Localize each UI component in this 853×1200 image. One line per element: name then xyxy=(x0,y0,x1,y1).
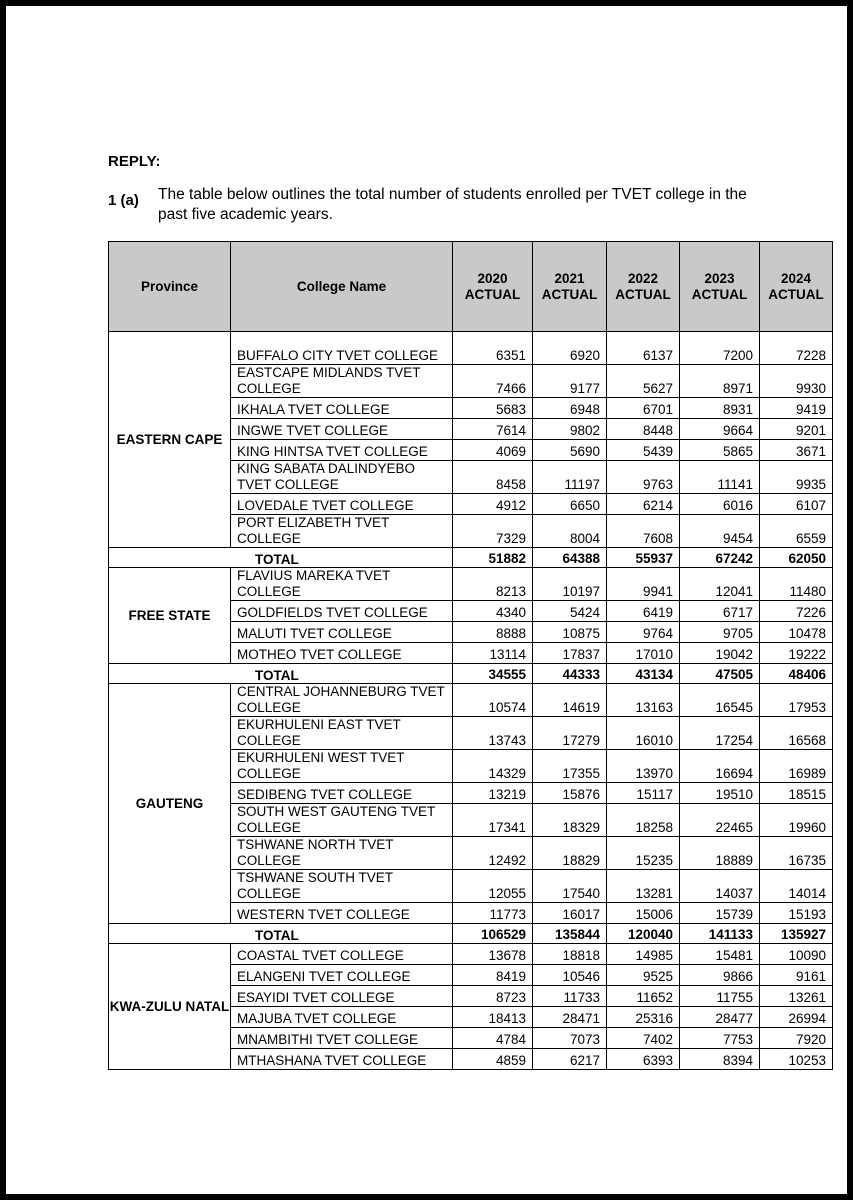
enrolment-value-cell: 9201 xyxy=(760,419,833,440)
total-row xyxy=(109,664,833,684)
enrolment-value-cell: 6650 xyxy=(533,494,607,515)
total-value-cell: 34555 xyxy=(453,664,533,684)
total-value-cell: 106529 xyxy=(453,924,533,944)
enrolment-value-cell: 7226 xyxy=(760,601,833,622)
enrolment-value-cell: 9764 xyxy=(607,622,680,643)
enrolment-value-cell: 15193 xyxy=(760,903,833,924)
enrolment-value-cell: 12492 xyxy=(453,837,533,870)
college-name-cell: ELANGENI TVET COLLEGE xyxy=(231,965,453,986)
table-row xyxy=(109,568,833,601)
province-cell: GAUTENG xyxy=(109,684,231,924)
enrolment-value-cell: 18829 xyxy=(533,837,607,870)
total-value-cell: 141133 xyxy=(680,924,760,944)
enrolment-value-cell: 13114 xyxy=(453,643,533,664)
enrolment-value-cell: 10090 xyxy=(760,944,833,965)
enrolment-value-cell: 8723 xyxy=(453,986,533,1007)
college-name-cell: EASTCAPE MIDLANDS TVET COLLEGE xyxy=(231,365,453,398)
enrolment-value-cell: 17837 xyxy=(533,643,607,664)
total-value-cell: 135844 xyxy=(533,924,607,944)
enrolment-value-cell: 9664 xyxy=(680,419,760,440)
enrolment-value-cell: 6214 xyxy=(607,494,680,515)
enrolment-value-cell: 12055 xyxy=(453,870,533,903)
college-name-cell: WESTERN TVET COLLEGE xyxy=(231,903,453,924)
enrolment-value-cell: 15006 xyxy=(607,903,680,924)
college-name-cell: EKURHULENI WEST TVET COLLEGE xyxy=(231,750,453,783)
enrolment-value-cell: 13219 xyxy=(453,783,533,804)
enrolment-value-cell: 11652 xyxy=(607,986,680,1007)
college-name-cell: MNAMBITHI TVET COLLEGE xyxy=(231,1028,453,1049)
enrolment-value-cell: 11755 xyxy=(680,986,760,1007)
college-name-cell: GOLDFIELDS TVET COLLEGE xyxy=(231,601,453,622)
enrolment-value-cell: 5439 xyxy=(607,440,680,461)
enrolment-value-cell: 17355 xyxy=(533,750,607,783)
enrolment-value-cell: 9763 xyxy=(607,461,680,494)
enrolment-value-cell: 8004 xyxy=(533,515,607,548)
enrolment-value-cell: 9866 xyxy=(680,965,760,986)
enrolment-value-cell: 13678 xyxy=(453,944,533,965)
enrolment-value-cell: 14037 xyxy=(680,870,760,903)
enrolment-value-cell: 9935 xyxy=(760,461,833,494)
college-name-cell: ESAYIDI TVET COLLEGE xyxy=(231,986,453,1007)
enrolment-value-cell: 9161 xyxy=(760,965,833,986)
enrolment-value-cell: 16989 xyxy=(760,750,833,783)
enrolment-value-cell: 18889 xyxy=(680,837,760,870)
enrolment-value-cell: 9454 xyxy=(680,515,760,548)
enrolment-value-cell: 7329 xyxy=(453,515,533,548)
enrolment-value-cell: 16568 xyxy=(760,717,833,750)
header-year-sub: ACTUAL xyxy=(768,286,824,302)
enrolment-value-cell: 19960 xyxy=(760,804,833,837)
enrolment-value-cell: 14329 xyxy=(453,750,533,783)
total-row xyxy=(109,548,833,568)
college-name-cell: EKURHULENI EAST TVET COLLEGE xyxy=(231,717,453,750)
enrolment-value-cell: 7920 xyxy=(760,1028,833,1049)
enrolment-value-cell: 6217 xyxy=(533,1049,607,1070)
enrolment-value-cell: 19510 xyxy=(680,783,760,804)
college-name-cell: SOUTH WEST GAUTENG TVET COLLEGE xyxy=(231,804,453,837)
question-text: The table below outlines the total number of students enrolled per TVET college in the past five academic years. xyxy=(158,186,747,223)
college-name-cell: MAJUBA TVET COLLEGE xyxy=(231,1007,453,1028)
enrolment-value-cell: 19222 xyxy=(760,643,833,664)
header-year xyxy=(453,242,533,332)
enrolment-value-cell: 11141 xyxy=(680,461,760,494)
enrolment-value-cell: 4784 xyxy=(453,1028,533,1049)
enrolment-value-cell: 5683 xyxy=(453,398,533,419)
enrolment-value-cell: 18515 xyxy=(760,783,833,804)
enrolment-value-cell: 5865 xyxy=(680,440,760,461)
college-name-cell: MTHASHANA TVET COLLEGE xyxy=(231,1049,453,1070)
enrolment-value-cell: 8448 xyxy=(607,419,680,440)
enrolment-value-cell: 8394 xyxy=(680,1049,760,1070)
enrolment-value-cell: 16735 xyxy=(760,837,833,870)
college-name-cell: COASTAL TVET COLLEGE xyxy=(231,944,453,965)
header-year-sub: ACTUAL xyxy=(464,286,521,302)
enrolment-value-cell: 15876 xyxy=(533,783,607,804)
total-row xyxy=(109,924,833,944)
college-name-cell: BUFFALO CITY TVET COLLEGE xyxy=(231,332,453,365)
enrolment-value-cell: 4340 xyxy=(453,601,533,622)
enrolment-value-cell: 8213 xyxy=(453,568,533,601)
total-label-cell: TOTAL xyxy=(109,924,453,944)
enrolment-value-cell: 7228 xyxy=(760,332,833,365)
enrolment-value-cell: 9419 xyxy=(760,398,833,419)
header-year xyxy=(760,242,833,332)
enrolment-value-cell: 11733 xyxy=(533,986,607,1007)
table-row xyxy=(109,944,833,965)
enrolment-value-cell: 17279 xyxy=(533,717,607,750)
enrolment-value-cell: 10574 xyxy=(453,684,533,717)
enrolment-value-cell: 9177 xyxy=(533,365,607,398)
enrolment-value-cell: 11480 xyxy=(760,568,833,601)
enrolment-value-cell: 16545 xyxy=(680,684,760,717)
enrolment-value-cell: 7608 xyxy=(607,515,680,548)
enrolment-value-cell: 6920 xyxy=(533,332,607,365)
college-name-cell: SEDIBENG TVET COLLEGE xyxy=(231,783,453,804)
enrolment-value-cell: 13281 xyxy=(607,870,680,903)
college-name-cell: CENTRAL JOHANNEBURG TVET COLLEGE xyxy=(231,684,453,717)
total-value-cell: 64388 xyxy=(533,548,607,568)
enrolment-value-cell: 28477 xyxy=(680,1007,760,1028)
enrolment-value-cell: 8888 xyxy=(453,622,533,643)
enrolment-value-cell: 12041 xyxy=(680,568,760,601)
enrolment-value-cell: 7753 xyxy=(680,1028,760,1049)
enrolment-value-cell: 8971 xyxy=(680,365,760,398)
header-year-label: 2020 xyxy=(477,270,508,286)
province-cell: FREE STATE xyxy=(109,568,231,664)
college-name-cell: TSHWANE SOUTH TVET COLLEGE xyxy=(231,870,453,903)
enrolment-value-cell: 28471 xyxy=(533,1007,607,1028)
enrolment-value-cell: 9525 xyxy=(607,965,680,986)
college-name-cell: INGWE TVET COLLEGE xyxy=(231,419,453,440)
header-year-label: 2023 xyxy=(704,270,735,286)
enrolment-value-cell: 4069 xyxy=(453,440,533,461)
reply-heading: REPLY: xyxy=(108,153,161,170)
header-college: College Name xyxy=(231,242,453,332)
enrolment-value-cell: 11773 xyxy=(453,903,533,924)
enrolment-value-cell: 8931 xyxy=(680,398,760,419)
enrolment-value-cell: 10197 xyxy=(533,568,607,601)
question-number: 1 (a) xyxy=(108,192,139,209)
enrolment-value-cell: 13163 xyxy=(607,684,680,717)
enrolment-value-cell: 6137 xyxy=(607,332,680,365)
college-name-cell: KING SABATA DALINDYEBO TVET COLLEGE xyxy=(231,461,453,494)
enrolment-value-cell: 4859 xyxy=(453,1049,533,1070)
enrolment-value-cell: 6701 xyxy=(607,398,680,419)
enrolment-value-cell: 13261 xyxy=(760,986,833,1007)
total-value-cell: 43134 xyxy=(607,664,680,684)
enrolment-value-cell: 14619 xyxy=(533,684,607,717)
enrolment-value-cell: 10478 xyxy=(760,622,833,643)
college-name-cell: IKHALA TVET COLLEGE xyxy=(231,398,453,419)
college-name-cell: PORT ELIZABETH TVET COLLEGE xyxy=(231,515,453,548)
college-name-cell: FLAVIUS MAREKA TVET COLLEGE xyxy=(231,568,453,601)
enrolment-value-cell: 11197 xyxy=(533,461,607,494)
enrolment-value-cell: 13970 xyxy=(607,750,680,783)
enrolment-value-cell: 6948 xyxy=(533,398,607,419)
total-value-cell: 120040 xyxy=(607,924,680,944)
header-row xyxy=(109,242,833,332)
enrolment-table xyxy=(108,241,833,1070)
total-value-cell: 44333 xyxy=(533,664,607,684)
enrolment-value-cell: 14014 xyxy=(760,870,833,903)
enrolment-value-cell: 25316 xyxy=(607,1007,680,1028)
header-year-label: 2024 xyxy=(780,270,812,286)
enrolment-value-cell: 15739 xyxy=(680,903,760,924)
enrolment-value-cell: 14985 xyxy=(607,944,680,965)
enrolment-value-cell: 7402 xyxy=(607,1028,680,1049)
enrolment-value-cell: 3671 xyxy=(760,440,833,461)
enrolment-value-cell: 13743 xyxy=(453,717,533,750)
enrolment-value-cell: 6107 xyxy=(760,494,833,515)
enrolment-value-cell: 7614 xyxy=(453,419,533,440)
total-value-cell: 48406 xyxy=(760,664,833,684)
enrolment-value-cell: 6393 xyxy=(607,1049,680,1070)
total-label-cell: TOTAL xyxy=(109,548,453,568)
enrolment-value-cell: 6559 xyxy=(760,515,833,548)
enrolment-value-cell: 6717 xyxy=(680,601,760,622)
header-year xyxy=(607,242,680,332)
enrolment-value-cell: 7200 xyxy=(680,332,760,365)
total-value-cell: 135927 xyxy=(760,924,833,944)
enrolment-value-cell: 18258 xyxy=(607,804,680,837)
enrolment-value-cell: 6419 xyxy=(607,601,680,622)
enrolment-value-cell: 17341 xyxy=(453,804,533,837)
enrolment-value-cell: 6016 xyxy=(680,494,760,515)
enrolment-value-cell: 9802 xyxy=(533,419,607,440)
enrolment-value-cell: 8458 xyxy=(453,461,533,494)
enrolment-value-cell: 15117 xyxy=(607,783,680,804)
enrolment-value-cell: 19042 xyxy=(680,643,760,664)
enrolment-value-cell: 15481 xyxy=(680,944,760,965)
total-value-cell: 55937 xyxy=(607,548,680,568)
table-row xyxy=(109,684,833,717)
header-year-sub: ACTUAL xyxy=(615,286,671,302)
enrolment-value-cell: 10875 xyxy=(533,622,607,643)
total-value-cell: 47505 xyxy=(680,664,760,684)
enrolment-value-cell: 5424 xyxy=(533,601,607,622)
header-province: Province xyxy=(109,242,231,332)
enrolment-value-cell: 17010 xyxy=(607,643,680,664)
total-value-cell: 51882 xyxy=(453,548,533,568)
enrolment-value-cell: 5627 xyxy=(607,365,680,398)
header-year-label: 2021 xyxy=(554,270,585,286)
enrolment-value-cell: 18818 xyxy=(533,944,607,965)
province-cell: KWA-ZULU NATAL xyxy=(109,944,231,1070)
enrolment-value-cell: 7466 xyxy=(453,365,533,398)
enrolment-value-cell: 18329 xyxy=(533,804,607,837)
college-name-cell: TSHWANE NORTH TVET COLLEGE xyxy=(231,837,453,870)
enrolment-value-cell: 16017 xyxy=(533,903,607,924)
enrolment-value-cell: 4912 xyxy=(453,494,533,515)
header-year xyxy=(680,242,760,332)
college-name-cell: MOTHEO TVET COLLEGE xyxy=(231,643,453,664)
enrolment-value-cell: 9705 xyxy=(680,622,760,643)
total-label-cell: TOTAL xyxy=(109,664,453,684)
total-value-cell: 67242 xyxy=(680,548,760,568)
enrolment-value-cell: 17254 xyxy=(680,717,760,750)
enrolment-value-cell: 17953 xyxy=(760,684,833,717)
enrolment-value-cell: 9941 xyxy=(607,568,680,601)
enrolment-value-cell: 16010 xyxy=(607,717,680,750)
document-page xyxy=(6,6,847,1194)
table-row xyxy=(109,332,833,365)
enrolment-value-cell: 17540 xyxy=(533,870,607,903)
enrolment-value-cell: 16694 xyxy=(680,750,760,783)
enrolment-value-cell: 22465 xyxy=(680,804,760,837)
header-year xyxy=(533,242,607,332)
enrolment-value-cell: 10253 xyxy=(760,1049,833,1070)
enrolment-value-cell: 9930 xyxy=(760,365,833,398)
enrolment-value-cell: 10546 xyxy=(533,965,607,986)
enrolment-value-cell: 26994 xyxy=(760,1007,833,1028)
enrolment-value-cell: 7073 xyxy=(533,1028,607,1049)
college-name-cell: MALUTI TVET COLLEGE xyxy=(231,622,453,643)
college-name-cell: KING HINTSA TVET COLLEGE xyxy=(231,440,453,461)
enrolment-value-cell: 8419 xyxy=(453,965,533,986)
province-cell: EASTERN CAPE xyxy=(109,332,231,548)
enrolment-value-cell: 15235 xyxy=(607,837,680,870)
total-value-cell: 62050 xyxy=(760,548,833,568)
enrolment-value-cell: 6351 xyxy=(453,332,533,365)
header-year-sub: ACTUAL xyxy=(691,286,748,302)
header-year-label: 2022 xyxy=(627,270,659,286)
college-name-cell: LOVEDALE TVET COLLEGE xyxy=(231,494,453,515)
header-year-sub: ACTUAL xyxy=(541,286,598,302)
enrolment-value-cell: 18413 xyxy=(453,1007,533,1028)
enrolment-value-cell: 5690 xyxy=(533,440,607,461)
